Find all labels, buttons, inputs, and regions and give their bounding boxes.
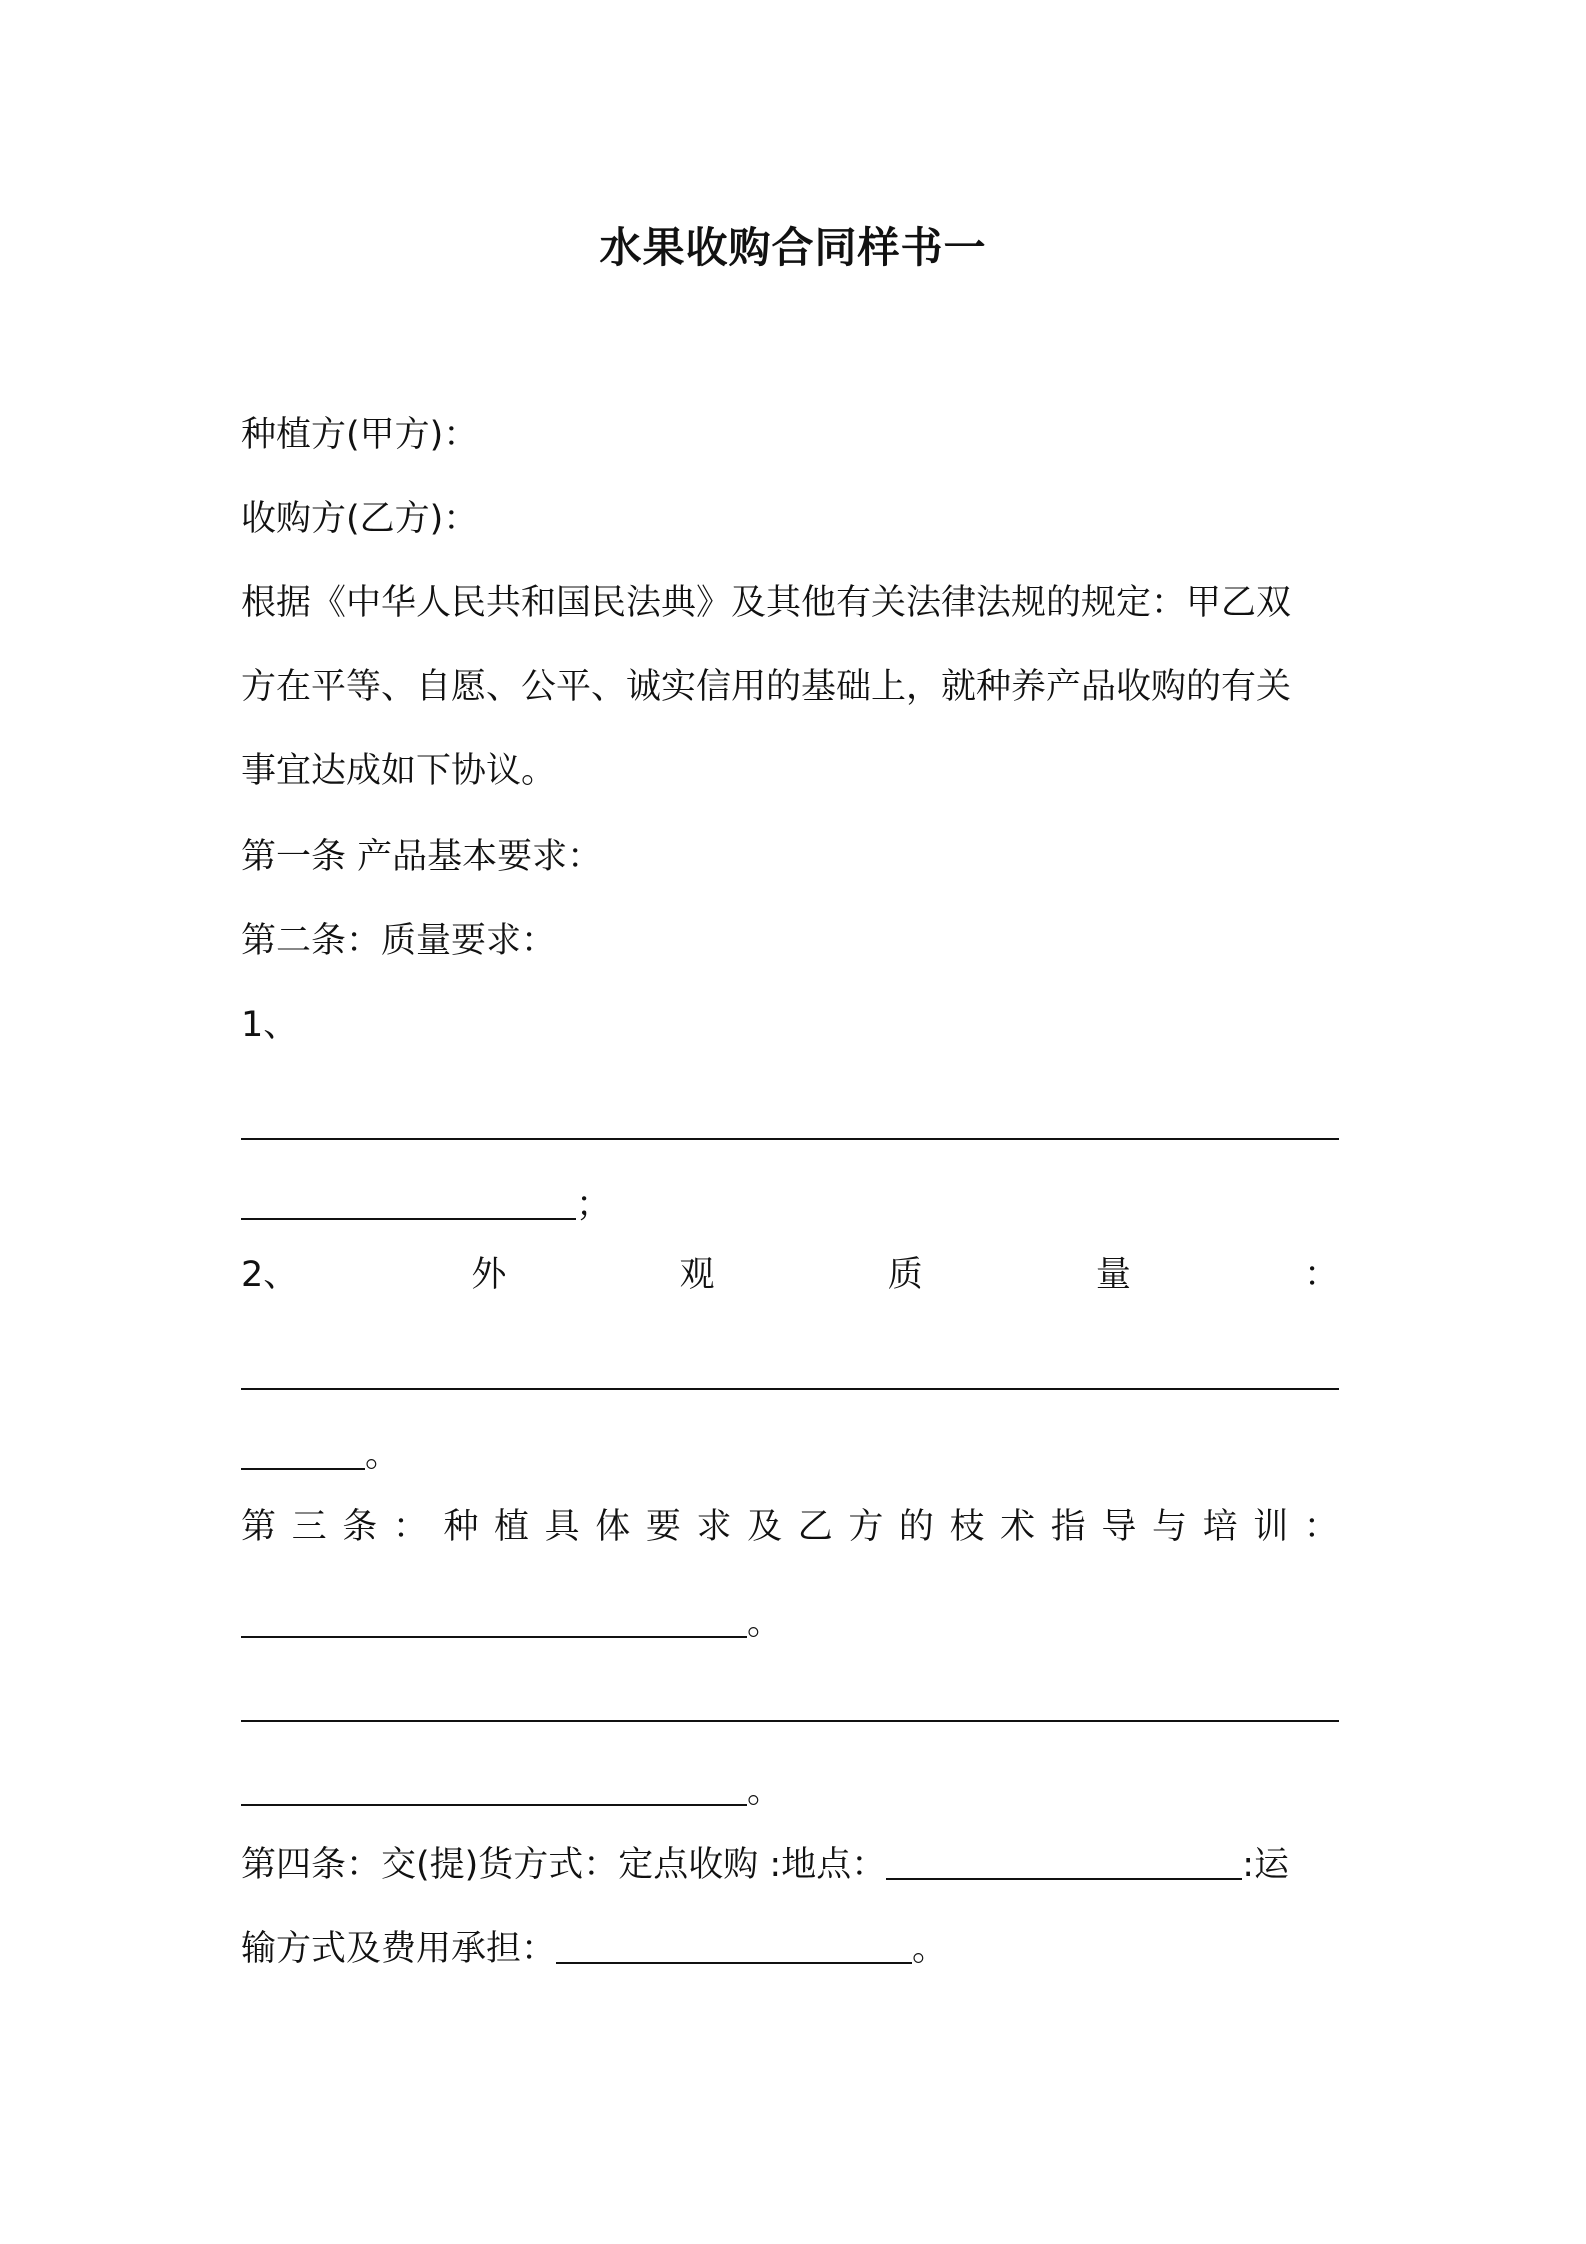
- article-3-char: 枝: [949, 1507, 985, 1547]
- item-1-label: 1、: [241, 1005, 299, 1045]
- article-3-char: 导: [1101, 1507, 1137, 1547]
- party-a-line: [241, 410, 1355, 460]
- item-2-label: 2、: [241, 1255, 299, 1295]
- fill-in-blank[interactable]: [241, 1768, 747, 1806]
- fill-in-blank[interactable]: [886, 1842, 1242, 1880]
- article-1: [241, 832, 1355, 882]
- preamble-line-2: [241, 662, 1355, 712]
- preamble-text: 事宜达成如下协议。: [241, 751, 557, 791]
- punctuation: 。: [912, 1929, 948, 1969]
- item-2-char: ：: [1303, 1255, 1339, 1295]
- punctuation: 。: [747, 1603, 783, 1643]
- item-2-char: 质: [887, 1255, 923, 1295]
- fill-in-blank[interactable]: [556, 1926, 912, 1964]
- party-b-line: [241, 494, 1355, 544]
- article-3-char: 第: [241, 1507, 277, 1547]
- article-4-text: 输方式及费用承担：: [241, 1929, 557, 1969]
- document-title: 水果收购合同样书一: [599, 223, 987, 272]
- item-1-label-line: [241, 1000, 1355, 1050]
- article-3-char: 求: [696, 1507, 732, 1547]
- article-3-char: 植: [494, 1507, 530, 1547]
- fill-in-blank[interactable]: [241, 1600, 747, 1638]
- article-1-text: 第一条 产品基本要求：: [241, 837, 603, 877]
- item-2-char: 外: [471, 1255, 507, 1295]
- item-2-line: [241, 1250, 1339, 1300]
- item-2-char: 观: [679, 1255, 715, 1295]
- article-3-char: 种: [443, 1507, 479, 1547]
- item-1-blank-end-line: [241, 1178, 1355, 1230]
- preamble-text: 方在平等、自愿、公平、诚实信用的基础上，就种养产品收购的有关: [241, 667, 1292, 707]
- article-3-char: ：: [1303, 1507, 1339, 1547]
- article-3-char: 的: [898, 1507, 934, 1547]
- fill-in-blank[interactable]: [241, 1432, 365, 1470]
- article-2: [241, 916, 1355, 966]
- article-4-line-2: [241, 1922, 1355, 1974]
- item-2-blank-line: [241, 1348, 1355, 1400]
- punctuation: 。: [747, 1771, 783, 1811]
- article-3-char: 具: [544, 1507, 580, 1547]
- item-2-blank-end-line: [241, 1428, 1355, 1480]
- article-3-char: 条: [342, 1507, 378, 1547]
- article-3-char: 指: [1050, 1507, 1086, 1547]
- article-3-char: 体: [595, 1507, 631, 1547]
- article-3-blank-line-3: [241, 1764, 1355, 1816]
- article-3: [241, 1502, 1339, 1552]
- article-3-char: 培: [1202, 1507, 1238, 1547]
- article-3-char: 要: [645, 1507, 681, 1547]
- article-3-char: 及: [747, 1507, 783, 1547]
- preamble-line-1: [241, 578, 1355, 628]
- article-3-char: ：: [392, 1507, 428, 1547]
- article-3-char: 方: [848, 1507, 884, 1547]
- fill-in-blank[interactable]: [241, 1102, 1339, 1140]
- punctuation: 。: [365, 1435, 401, 1475]
- article-3-char: 训: [1253, 1507, 1289, 1547]
- fill-in-blank[interactable]: [241, 1182, 576, 1220]
- item-2-char: 量: [1095, 1255, 1131, 1295]
- article-3-blank-line-1: [241, 1596, 1355, 1648]
- article-3-char: 术: [1000, 1507, 1036, 1547]
- article-3-char: 与: [1151, 1507, 1187, 1547]
- party-a-label: 种植方(甲方)：: [241, 415, 479, 455]
- article-2-text: 第二条：质量要求：: [241, 921, 557, 961]
- article-3-char: 乙: [797, 1507, 833, 1547]
- article-4-text: :运: [1242, 1845, 1290, 1885]
- party-b-label: 收购方(乙方)：: [241, 499, 479, 539]
- preamble-text: 根据《中华人民共和国民法典》及其他有关法律法规的规定：甲乙双: [241, 583, 1292, 623]
- item-1-blank-line: [241, 1098, 1355, 1150]
- article-3-blank-line-2: [241, 1680, 1355, 1732]
- article-4-line-1: [241, 1838, 1355, 1890]
- punctuation: ；: [576, 1185, 612, 1225]
- article-4-text: 第四条：交(提)货方式：定点收购 :地点：: [241, 1845, 887, 1885]
- article-3-char: 三: [291, 1507, 327, 1547]
- preamble-line-3: [241, 746, 1355, 796]
- fill-in-blank[interactable]: [241, 1684, 1339, 1722]
- fill-in-blank[interactable]: [241, 1352, 1339, 1390]
